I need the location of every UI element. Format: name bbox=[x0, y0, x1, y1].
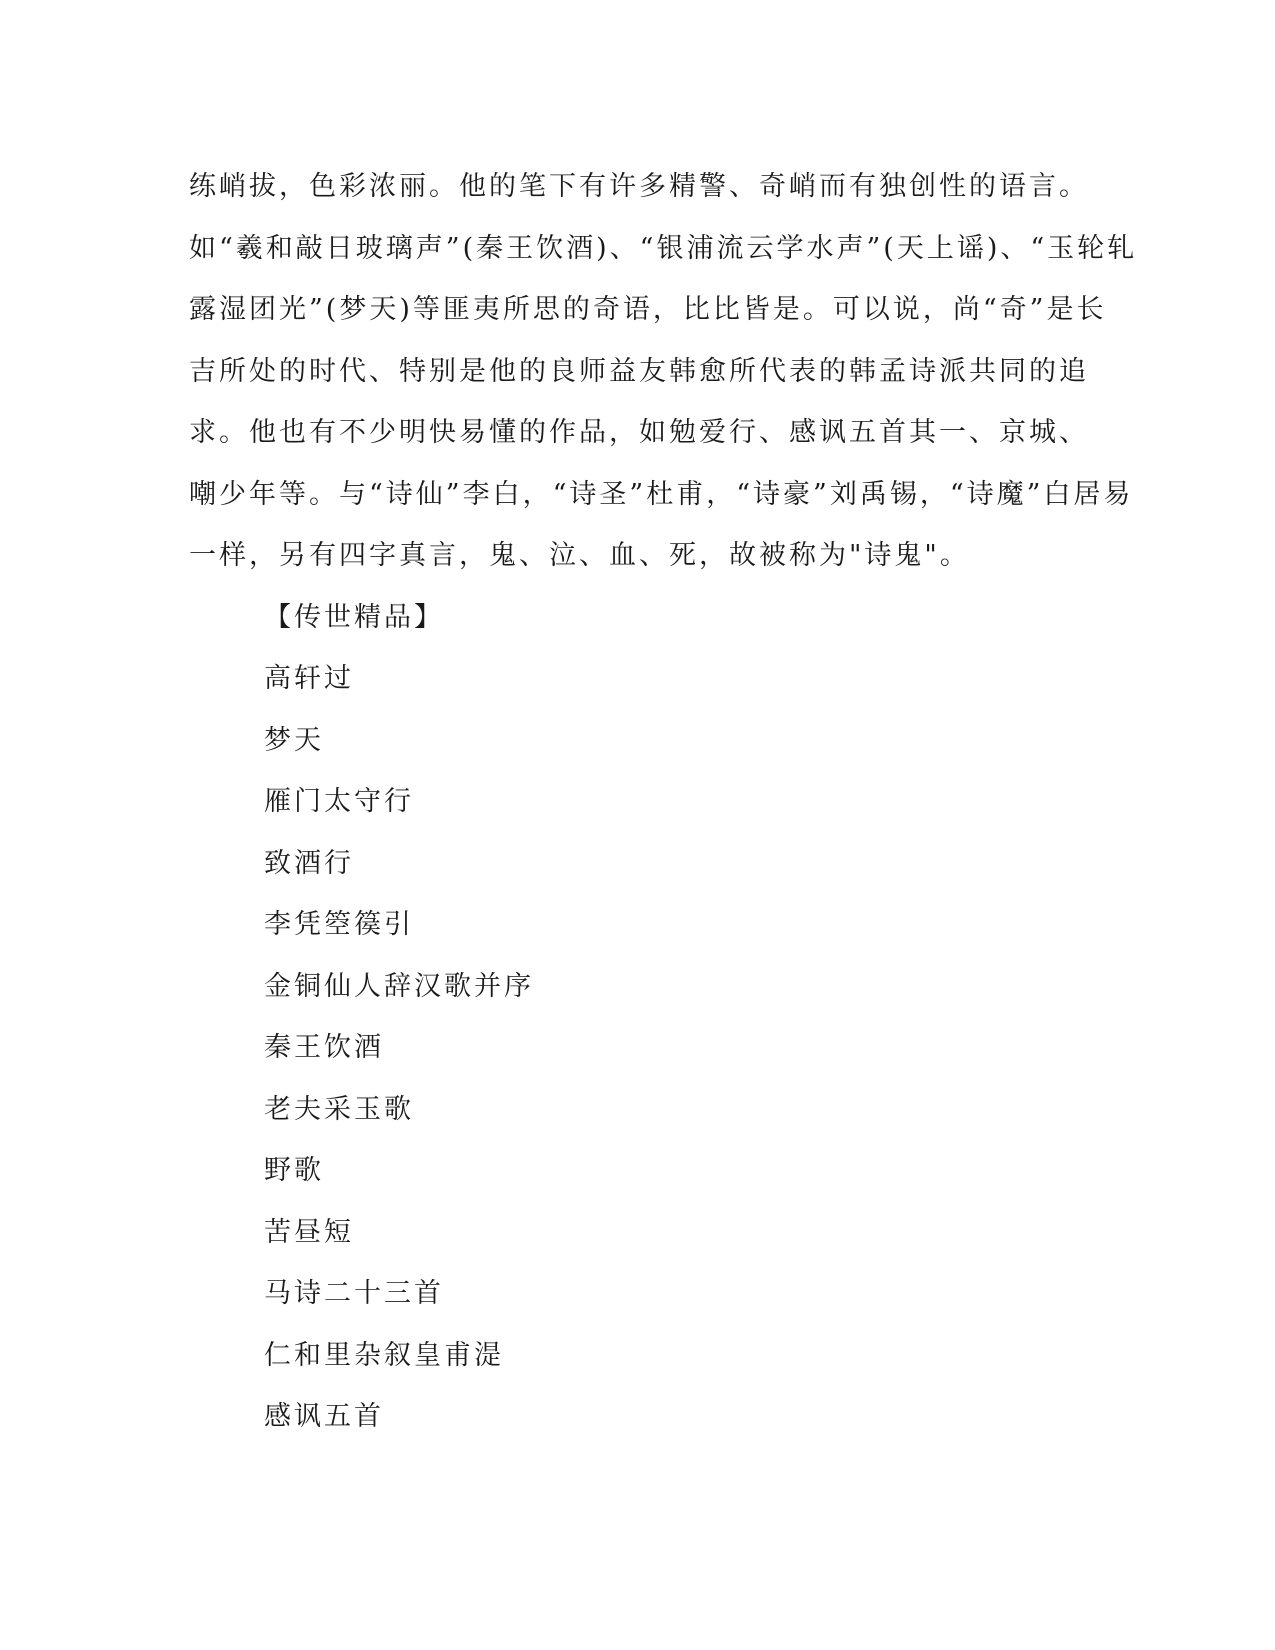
work-title: 金铜仙人辞汉歌并序 bbox=[264, 970, 534, 1002]
document-body bbox=[189, 156, 1138, 1448]
paragraph-line: 露湿团光”(梦天)等匪夷所思的奇语，比比皆是。可以说，尚“奇”是长 bbox=[189, 294, 1107, 325]
work-title: 老夫采玉歌 bbox=[264, 1093, 414, 1125]
paragraph-line: 吉所处的时代、特别是他的良师益友韩愈所代表的韩孟诗派共同的追 bbox=[189, 355, 1089, 387]
paragraph-line: 求。他也有不少明快易懂的作品，如勉爱行、感讽五首其一、京城、 bbox=[189, 417, 1089, 448]
work-title: 秦王饮酒 bbox=[264, 1032, 384, 1063]
paragraph-line: 如“羲和敲日玻璃声”(秦王饮酒)、“银浦流云学水声”(天上谣)、“玉轮轧 bbox=[189, 232, 1138, 264]
work-title: 李凭箜篌引 bbox=[264, 909, 414, 940]
work-title: 野歌 bbox=[264, 1155, 324, 1186]
work-title: 梦天 bbox=[264, 724, 324, 756]
work-title: 马诗二十三首 bbox=[264, 1278, 444, 1309]
paragraph-line: 练峭拔，色彩浓丽。他的笔下有许多精警、奇峭而有独创性的语言。 bbox=[189, 171, 1089, 202]
work-title: 仁和里杂叙皇甫湜 bbox=[264, 1339, 504, 1371]
work-title: 高轩过 bbox=[264, 663, 354, 694]
paragraph-line: 嘲少年等。与“诗仙”李白，“诗圣”杜甫，“诗豪”刘禹锡，“诗魔”白居易 bbox=[189, 478, 1134, 510]
section-heading: 【传世精品】 bbox=[264, 601, 444, 633]
work-title: 感讽五首 bbox=[264, 1401, 384, 1432]
paragraph-line: 一样，另有四字真言，鬼、泣、血、死，故被称为"诗鬼"。 bbox=[189, 540, 970, 571]
work-title: 致酒行 bbox=[264, 847, 354, 879]
work-title: 苦昼短 bbox=[264, 1216, 354, 1248]
work-title: 雁门太守行 bbox=[264, 786, 414, 817]
